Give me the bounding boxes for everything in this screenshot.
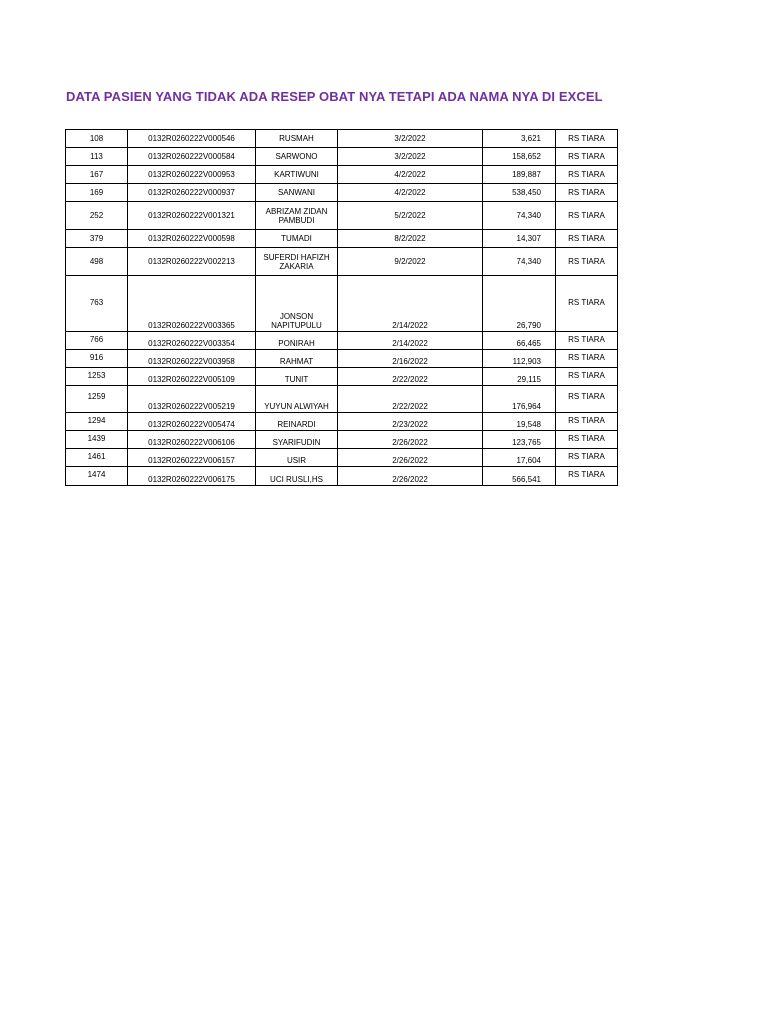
cell-date: 4/2/2022: [338, 166, 483, 184]
cell-sep-number: 0132R0260222V005219: [128, 386, 256, 413]
cell-sep-number: 0132R0260222V006106: [128, 431, 256, 449]
table-row: [66, 467, 618, 486]
cell-patient-name: USIR: [256, 449, 338, 467]
cell-patient-name: SARWONO: [256, 148, 338, 166]
cell-hospital: RS TIARA: [556, 431, 618, 449]
cell-hospital: RS TIARA: [556, 467, 618, 486]
cell-patient-name: UCI RUSLI,HS: [256, 467, 338, 486]
cell-number: 379: [66, 230, 128, 248]
cell-hospital: RS TIARA: [556, 230, 618, 248]
table-row: [66, 202, 618, 230]
cell-hospital: RS TIARA: [556, 130, 618, 148]
cell-sep-number: 0132R0260222V002213: [128, 248, 256, 276]
table-row: [66, 184, 618, 202]
cell-patient-name: REINARDI: [256, 413, 338, 431]
table-row: [66, 431, 618, 449]
cell-sep-number: 0132R0260222V000953: [128, 166, 256, 184]
table-row: [66, 350, 618, 368]
cell-patient-name: KARTIWUNI: [256, 166, 338, 184]
cell-number: 108: [66, 130, 128, 148]
cell-patient-name: TUMADI: [256, 230, 338, 248]
cell-number: 1253: [66, 368, 128, 386]
table-row: [66, 386, 618, 413]
cell-sep-number: 0132R0260222V000546: [128, 130, 256, 148]
cell-number: 113: [66, 148, 128, 166]
cell-hospital: RS TIARA: [556, 166, 618, 184]
cell-sep-number: 0132R0260222V006157: [128, 449, 256, 467]
cell-sep-number: 0132R0260222V000598: [128, 230, 256, 248]
cell-date: 8/2/2022: [338, 230, 483, 248]
cell-amount: 158,652: [483, 148, 556, 166]
cell-amount: 176,964: [483, 386, 556, 413]
patient-table: [65, 129, 618, 486]
page-title: DATA PASIEN YANG TIDAK ADA RESEP OBAT NYA TETAPI ADA NAMA NYA DI EXCEL: [66, 89, 603, 104]
cell-sep-number: 0132R0260222V003354: [128, 332, 256, 350]
cell-patient-name: TUNIT: [256, 368, 338, 386]
cell-patient-name: YUYUN ALWIYAH: [256, 386, 338, 413]
cell-number: 498: [66, 248, 128, 276]
cell-sep-number: 0132R0260222V005109: [128, 368, 256, 386]
table-row: [66, 166, 618, 184]
table-row: [66, 248, 618, 276]
table-row: [66, 148, 618, 166]
table-row: [66, 449, 618, 467]
cell-amount: 17,604: [483, 449, 556, 467]
cell-sep-number: 0132R0260222V003958: [128, 350, 256, 368]
cell-number: 1439: [66, 431, 128, 449]
cell-number: 916: [66, 350, 128, 368]
cell-amount: 123,765: [483, 431, 556, 449]
cell-amount: 112,903: [483, 350, 556, 368]
cell-hospital: RS TIARA: [556, 202, 618, 230]
cell-amount: 19,548: [483, 413, 556, 431]
cell-hospital: RS TIARA: [556, 368, 618, 386]
cell-amount: 74,340: [483, 248, 556, 276]
cell-number: 167: [66, 166, 128, 184]
cell-sep-number: 0132R0260222V000584: [128, 148, 256, 166]
cell-number: 252: [66, 202, 128, 230]
cell-date: 9/2/2022: [338, 248, 483, 276]
cell-number: 1294: [66, 413, 128, 431]
cell-sep-number: 0132R0260222V003365: [128, 276, 256, 332]
cell-date: 2/14/2022: [338, 276, 483, 332]
table-row: [66, 368, 618, 386]
cell-date: 4/2/2022: [338, 184, 483, 202]
cell-patient-name: PONIRAH: [256, 332, 338, 350]
cell-amount: 538,450: [483, 184, 556, 202]
cell-date: 3/2/2022: [338, 130, 483, 148]
table-row: [66, 413, 618, 431]
cell-hospital: RS TIARA: [556, 413, 618, 431]
table-row: [66, 276, 618, 332]
cell-number: 1474: [66, 467, 128, 486]
cell-hospital: RS TIARA: [556, 184, 618, 202]
cell-sep-number: 0132R0260222V006175: [128, 467, 256, 486]
cell-date: 2/22/2022: [338, 386, 483, 413]
cell-date: 2/26/2022: [338, 467, 483, 486]
cell-amount: 29,115: [483, 368, 556, 386]
cell-hospital: RS TIARA: [556, 350, 618, 368]
cell-date: 2/16/2022: [338, 350, 483, 368]
table-row: [66, 130, 618, 148]
cell-date: 2/26/2022: [338, 431, 483, 449]
cell-number: 766: [66, 332, 128, 350]
cell-amount: 14,307: [483, 230, 556, 248]
cell-sep-number: 0132R0260222V005474: [128, 413, 256, 431]
cell-hospital: RS TIARA: [556, 276, 618, 332]
cell-patient-name: RUSMAH: [256, 130, 338, 148]
cell-date: 2/14/2022: [338, 332, 483, 350]
cell-patient-name: JONSON NAPITUPULU: [256, 276, 338, 332]
cell-hospital: RS TIARA: [556, 449, 618, 467]
cell-patient-name: RAHMAT: [256, 350, 338, 368]
cell-date: 2/23/2022: [338, 413, 483, 431]
cell-amount: 66,465: [483, 332, 556, 350]
cell-date: 3/2/2022: [338, 148, 483, 166]
cell-number: 1461: [66, 449, 128, 467]
cell-patient-name: SUFERDI HAFIZH ZAKARIA: [256, 248, 338, 276]
cell-patient-name: SYARIFUDIN: [256, 431, 338, 449]
cell-date: 2/22/2022: [338, 368, 483, 386]
cell-hospital: RS TIARA: [556, 248, 618, 276]
cell-date: 5/2/2022: [338, 202, 483, 230]
cell-date: 2/26/2022: [338, 449, 483, 467]
cell-hospital: RS TIARA: [556, 332, 618, 350]
cell-number: 169: [66, 184, 128, 202]
cell-amount: 189,887: [483, 166, 556, 184]
cell-hospital: RS TIARA: [556, 386, 618, 413]
table-row: [66, 230, 618, 248]
cell-patient-name: SANWANI: [256, 184, 338, 202]
cell-amount: 26,790: [483, 276, 556, 332]
cell-amount: 3,621: [483, 130, 556, 148]
cell-sep-number: 0132R0260222V000937: [128, 184, 256, 202]
cell-amount: 74,340: [483, 202, 556, 230]
cell-sep-number: 0132R0260222V001321: [128, 202, 256, 230]
cell-amount: 566,541: [483, 467, 556, 486]
cell-patient-name: ABRIZAM ZIDAN PAMBUDI: [256, 202, 338, 230]
cell-hospital: RS TIARA: [556, 148, 618, 166]
cell-number: 1259: [66, 386, 128, 413]
table-row: [66, 332, 618, 350]
cell-number: 763: [66, 276, 128, 332]
